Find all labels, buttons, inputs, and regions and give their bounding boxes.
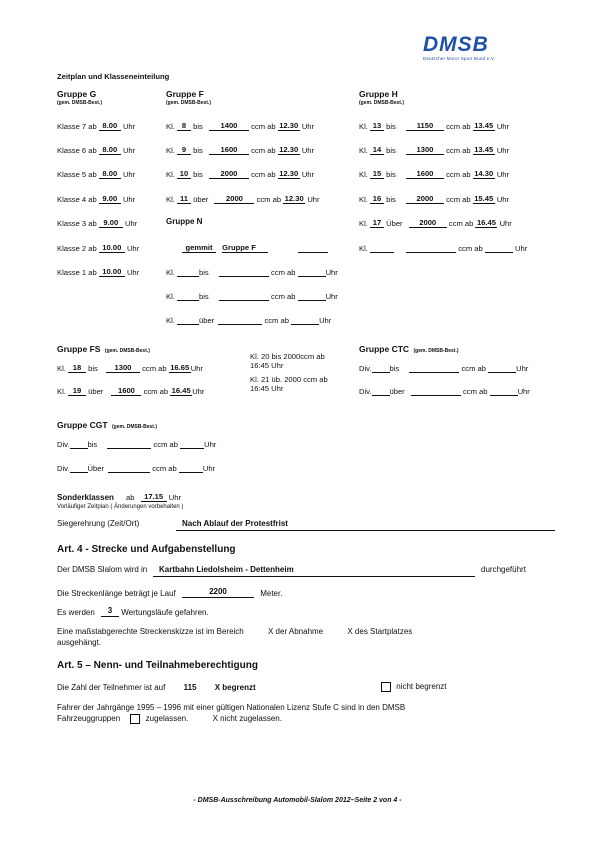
schedule-row-1-f: Kl. 8 bis 1400 ccm ab 12.30 Uhr — [166, 121, 315, 131]
art5-unlimited-option[interactable]: nicht begrenzt — [378, 682, 447, 692]
logo-letters: DMSB — [423, 33, 489, 56]
group-fs-side-1: Kl. 20 bis 2000ccm ab 16:45 Uhr — [250, 352, 325, 370]
group-f-note: (gem. DMSB-Best.) — [166, 100, 212, 106]
art4-line-1: Der DMSB Slalom wird in — [57, 565, 148, 574]
page-footer: - DMSB-Ausschreibung Automobil-Slalom 2012–Seite 2 von 4 - — [193, 797, 402, 804]
art4-line-4b: ausgehängt. — [57, 638, 102, 647]
group-g-note: (gem. DMSB-Best.) — [57, 100, 103, 106]
schedule-row-2-h: Kl. 14 bis 1300 ccm ab 13.45 Uhr — [359, 145, 510, 155]
admitted-checkbox[interactable] — [130, 714, 140, 724]
schedule-row-6-h: Kl. ccm ab Uhr — [359, 244, 528, 253]
group-f-title: Gruppe F — [166, 89, 204, 99]
schedule-row-7-g: Klasse 1 ab 10.00 Uhr — [57, 267, 140, 277]
art4-venue: Kartbahn Liedolsheim - Dettenheim — [159, 565, 294, 574]
schedule-row-6-f: gemmit Gruppe F — [182, 243, 328, 253]
group-cgt-row-1: Div. bis ccm ab Uhr — [57, 440, 217, 449]
art4-line-3: Es werden 3 Wertungsläufe gefahren. — [57, 606, 209, 617]
schedule-row-1-g: Klasse 7 ab 8.00 Uhr — [57, 121, 136, 131]
schedule-row-9-f: Kl. über ccm ab Uhr — [166, 316, 332, 325]
schedule-row-8-f: Kl. bis ccm ab Uhr — [166, 292, 338, 301]
schedule-row-4-f: Kl. 11 über 2000 ccm ab 12.30 Uhr — [166, 194, 320, 204]
schedule-row-5-h: Kl. 17 Über 2000 ccm ab 16.45 Uhr — [359, 218, 512, 228]
group-fs-side-2: Kl. 21 üb. 2000 ccm ab 16:45 Uhr — [250, 375, 328, 393]
art5-heading: Art. 5 – Nenn- und Teilnahmeberechtigung — [57, 660, 258, 671]
group-ctc-row-1: Div. bis ccm ab Uhr — [359, 364, 529, 373]
schedule-row-3-h: Kl. 15 bis 1600 ccm ab 14.30 Uhr — [359, 169, 510, 179]
schedule-row-6-g: Klasse 2 ab 10.00 Uhr — [57, 243, 140, 253]
art5-line-2: Fahrer der Jahrgänge 1995 – 1996 mit einer gültigen Nationalen Lizenz Stufe C sind in den DMSB — [57, 703, 406, 712]
group-cgt-header: Gruppe CGT (gem. DMSB-Best.) — [57, 420, 157, 430]
art4-venue-underline — [153, 576, 475, 577]
ceremony-value: Nach Ablauf der Protestfrist — [182, 519, 288, 528]
schedule-row-1-h: Kl. 13 bis 1150 ccm ab 13.45 Uhr — [359, 121, 510, 131]
unlimited-checkbox[interactable] — [381, 682, 391, 692]
group-ctc-row-2: Div. über ccm ab Uhr — [359, 387, 530, 396]
schedule-row-3-g: Klasse 5 ab 8.00 Uhr — [57, 169, 136, 179]
group-h-title: Gruppe H — [359, 89, 398, 99]
art4-heading: Art. 4 - Strecke und Aufgabenstellung — [57, 544, 236, 555]
schedule-title: Zeitplan und Klasseneinteilung — [57, 72, 170, 81]
art4-line-4: Eine maßstabgerechte Streckenskizze ist im Bereich X der Abnahme X des Startplatzes — [57, 627, 413, 636]
art5-line-1: Die Zahl der Teilnehmer ist auf 115 X begrenzt — [57, 683, 256, 692]
schedule-row-2-g: Klasse 6 ab 8.00 Uhr — [57, 145, 136, 155]
schedule-row-4-h: Kl. 16 bis 2000 ccm ab 15.45 Uhr — [359, 194, 510, 204]
art5-line-3: Fahrzeuggruppen zugelassen. X nicht zugelassen. — [57, 714, 282, 724]
ceremony-line: Siegerehrung (Zeit/Ort) — [57, 519, 140, 528]
group-fs-row-1: Kl. 18 bis 1300 ccm ab 16.65 Uhr — [57, 363, 203, 373]
group-h-note: (gem. DMSB-Best.) — [359, 100, 405, 106]
group-g-title: Gruppe G — [57, 89, 97, 99]
schedule-row-5-g: Klasse 3 ab 9.00 Uhr — [57, 218, 138, 228]
group-n-title: Gruppe N — [166, 217, 203, 226]
group-fs-row-2: Kl. 19 über 1600 ccm ab 16.45 Uhr — [57, 386, 205, 396]
schedule-row-4-g: Klasse 4 ab 9.00 Uhr — [57, 194, 136, 204]
group-fs-header: Gruppe FS (gem. DMSB-Best.) — [57, 344, 150, 354]
group-ctc-header: Gruppe CTC (gem. DMSB-Best.) — [359, 344, 459, 354]
art4-line-1-post: durchgeführt — [481, 565, 526, 574]
group-cgt-row-2: Div. Über ccm ab Uhr — [57, 464, 216, 473]
dmsb-logo — [423, 34, 545, 64]
ceremony-underline — [176, 530, 555, 531]
special-classes: Sonderklassen ab 17.15 Uhr — [57, 492, 181, 502]
schedule-row-2-f: Kl. 9 bis 1600 ccm ab 12.30 Uhr — [166, 145, 315, 155]
schedule-row-3-f: Kl. 10 bis 2000 ccm ab 12.30 Uhr — [166, 169, 315, 179]
logo-tagline: Deutscher Motor Sport Bund e.V. — [423, 56, 496, 61]
provisional-note: Vorläufiger Zeitplan ( Änderungen vorbehalten ) — [57, 504, 184, 510]
art4-line-2: Die Streckenlänge beträgt je Lauf 2200 Meter. — [57, 587, 283, 598]
schedule-row-7-f: Kl. bis ccm ab Uhr — [166, 268, 338, 277]
